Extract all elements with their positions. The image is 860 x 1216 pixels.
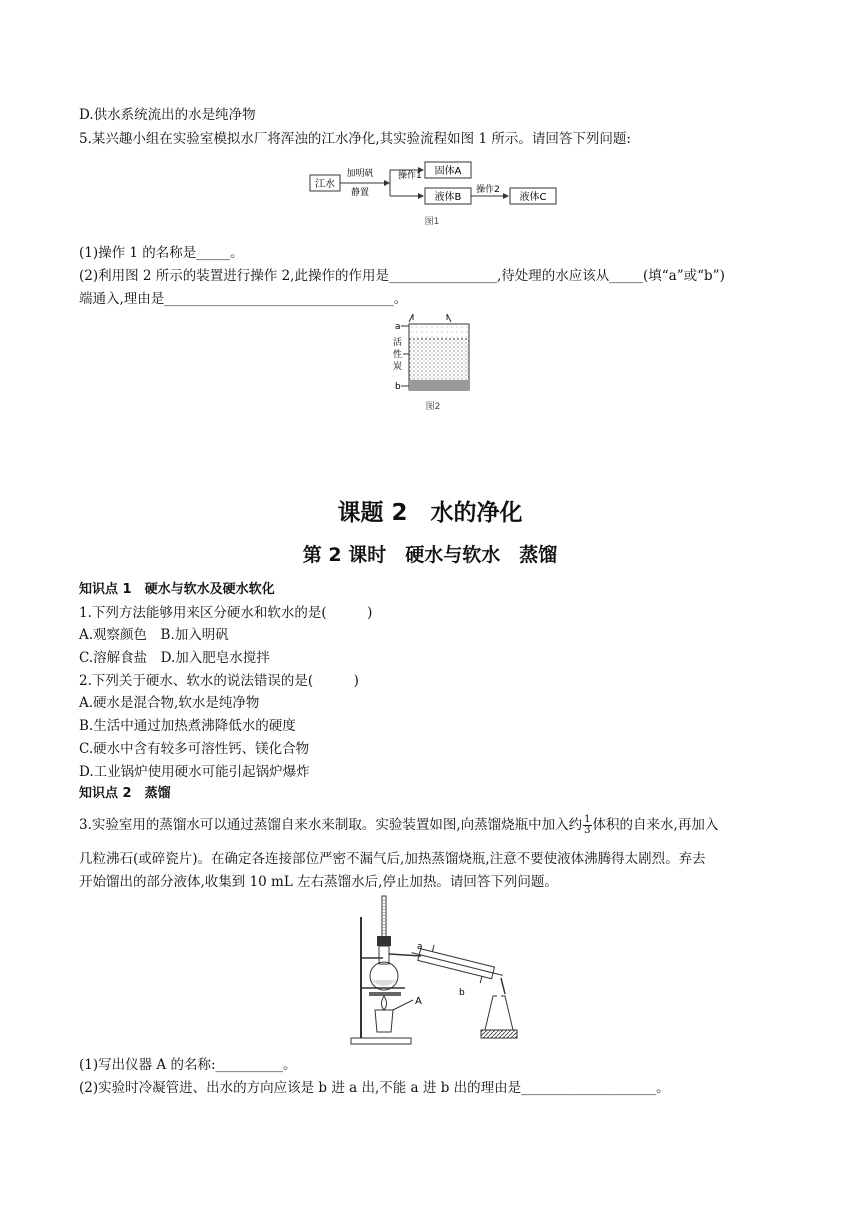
q5-sub2-line2: 端通入,理由是__________________________________。 xyxy=(79,291,408,307)
q3-sub2: (2)实验时冷凝管进、出水的方向应该是 b 进 a 出,不能 a 进 b 出的理由是____________________。 xyxy=(79,1080,670,1096)
step-add-alum: 加明矾 xyxy=(346,169,374,179)
instrument-label-A: A xyxy=(415,996,422,1007)
wire-gauze xyxy=(369,992,401,996)
condenser xyxy=(408,940,505,988)
q5-sub1: (1)操作 1 的名称是_____。 xyxy=(79,245,244,261)
figure-2-filter-column xyxy=(385,310,485,415)
op2-label: 操作2 xyxy=(476,185,500,195)
stand-base xyxy=(351,1038,411,1044)
distillation-apparatus-figure xyxy=(345,892,525,1052)
op1-label: 操作1 xyxy=(398,171,422,181)
q2-stem: 2.下列关于硬水、软水的说法错误的是( ) xyxy=(79,673,359,689)
q1-options-row2: C.溶解食盐 D.加入肥皂水搅拌 xyxy=(79,650,270,666)
kp1-heading: 知识点 1 硬水与软水及硬水软化 xyxy=(79,582,275,597)
outlet-label-b: b xyxy=(459,988,465,998)
q3-line3: 开始馏出的部分液体,收集到 10 mL 左右蒸馏水后,停止加热。请回答下列问题。 xyxy=(79,874,558,890)
activated-carbon-layer xyxy=(409,340,469,380)
q2-option-a: A.硬水是混合物,软水是纯净物 xyxy=(79,695,260,711)
q1-stem: 1.下列方法能够用来区分硬水和软水的是( ) xyxy=(79,605,373,621)
receiving-flask xyxy=(485,996,513,1030)
step-settle: 静置 xyxy=(350,188,370,198)
label-carbon-3: 炭 xyxy=(393,362,403,372)
q5-stem: 5.某兴趣小组在实验室模拟水厂将浑浊的江水净化,其实验流程如图 1 所示。请回答下列问题: xyxy=(79,131,631,147)
solid-a-label: 固体A xyxy=(434,166,462,177)
water-layer xyxy=(409,326,469,339)
kp2-heading: 知识点 2 蒸馏 xyxy=(79,786,171,801)
river-water-label: 江水 xyxy=(315,179,335,190)
liquid-b-label: 液体B xyxy=(434,192,462,203)
q5-sub2-line1: (2)利用图 2 所示的装置进行操作 2,此操作的作用是________________,待处理的水应该从_____(填“a”或“b”) xyxy=(79,268,725,284)
figure-2-caption: 图2 xyxy=(425,402,441,412)
q2-option-b: B.生活中通过加热煮沸降低水的硬度 xyxy=(79,718,296,734)
label-b: b xyxy=(395,382,401,392)
lesson-title: 课题 2 水的净化 xyxy=(337,500,523,526)
figure-1-flowchart xyxy=(300,158,570,230)
q2-option-d: D.工业锅炉使用硬水可能引起锅炉爆炸 xyxy=(79,764,310,780)
alcohol-lamp xyxy=(375,1010,393,1032)
liquid-c-label: 液体C xyxy=(519,192,547,203)
stopper xyxy=(377,936,391,946)
q3-line1-post: 体积的自来水,再加入 xyxy=(592,817,719,833)
wooden-block xyxy=(481,1030,517,1038)
q4-option-d: D.供水系统流出的水是纯净物 xyxy=(79,107,256,123)
q3-line1-pre: 3.实验室用的蒸馏水可以通过蒸馏自来水来制取。实验装置如图,向蒸馏烧瓶中加入约 xyxy=(79,817,583,833)
label-a: a xyxy=(395,322,401,332)
inlet-label-a: a xyxy=(417,942,423,952)
label-carbon-2: 性 xyxy=(393,350,403,360)
label-carbon-1: 活 xyxy=(393,338,403,348)
q1-options-row1: A.观察颜色 B.加入明矾 xyxy=(79,627,229,643)
q3-line2: 几粒沸石(或碎瓷片)。在确定各连接部位严密不漏气后,加热蒸馏烧瓶,注意不要使液体沸腾得太剧烈。弃去 xyxy=(79,851,706,867)
one-third-fraction: $\frac{1}{3}$ xyxy=(584,814,591,836)
q2-option-c: C.硬水中含有较多可溶性钙、镁化合物 xyxy=(79,741,310,757)
figure-1-caption: 图1 xyxy=(424,217,440,227)
q3-sub1: (1)写出仪器 A 的名称:__________。 xyxy=(79,1057,297,1073)
q3-line1 xyxy=(79,815,718,836)
lesson-subtitle: 第 2 课时 硬水与软水 蒸馏 xyxy=(302,544,558,566)
bottom-layer xyxy=(409,380,469,390)
